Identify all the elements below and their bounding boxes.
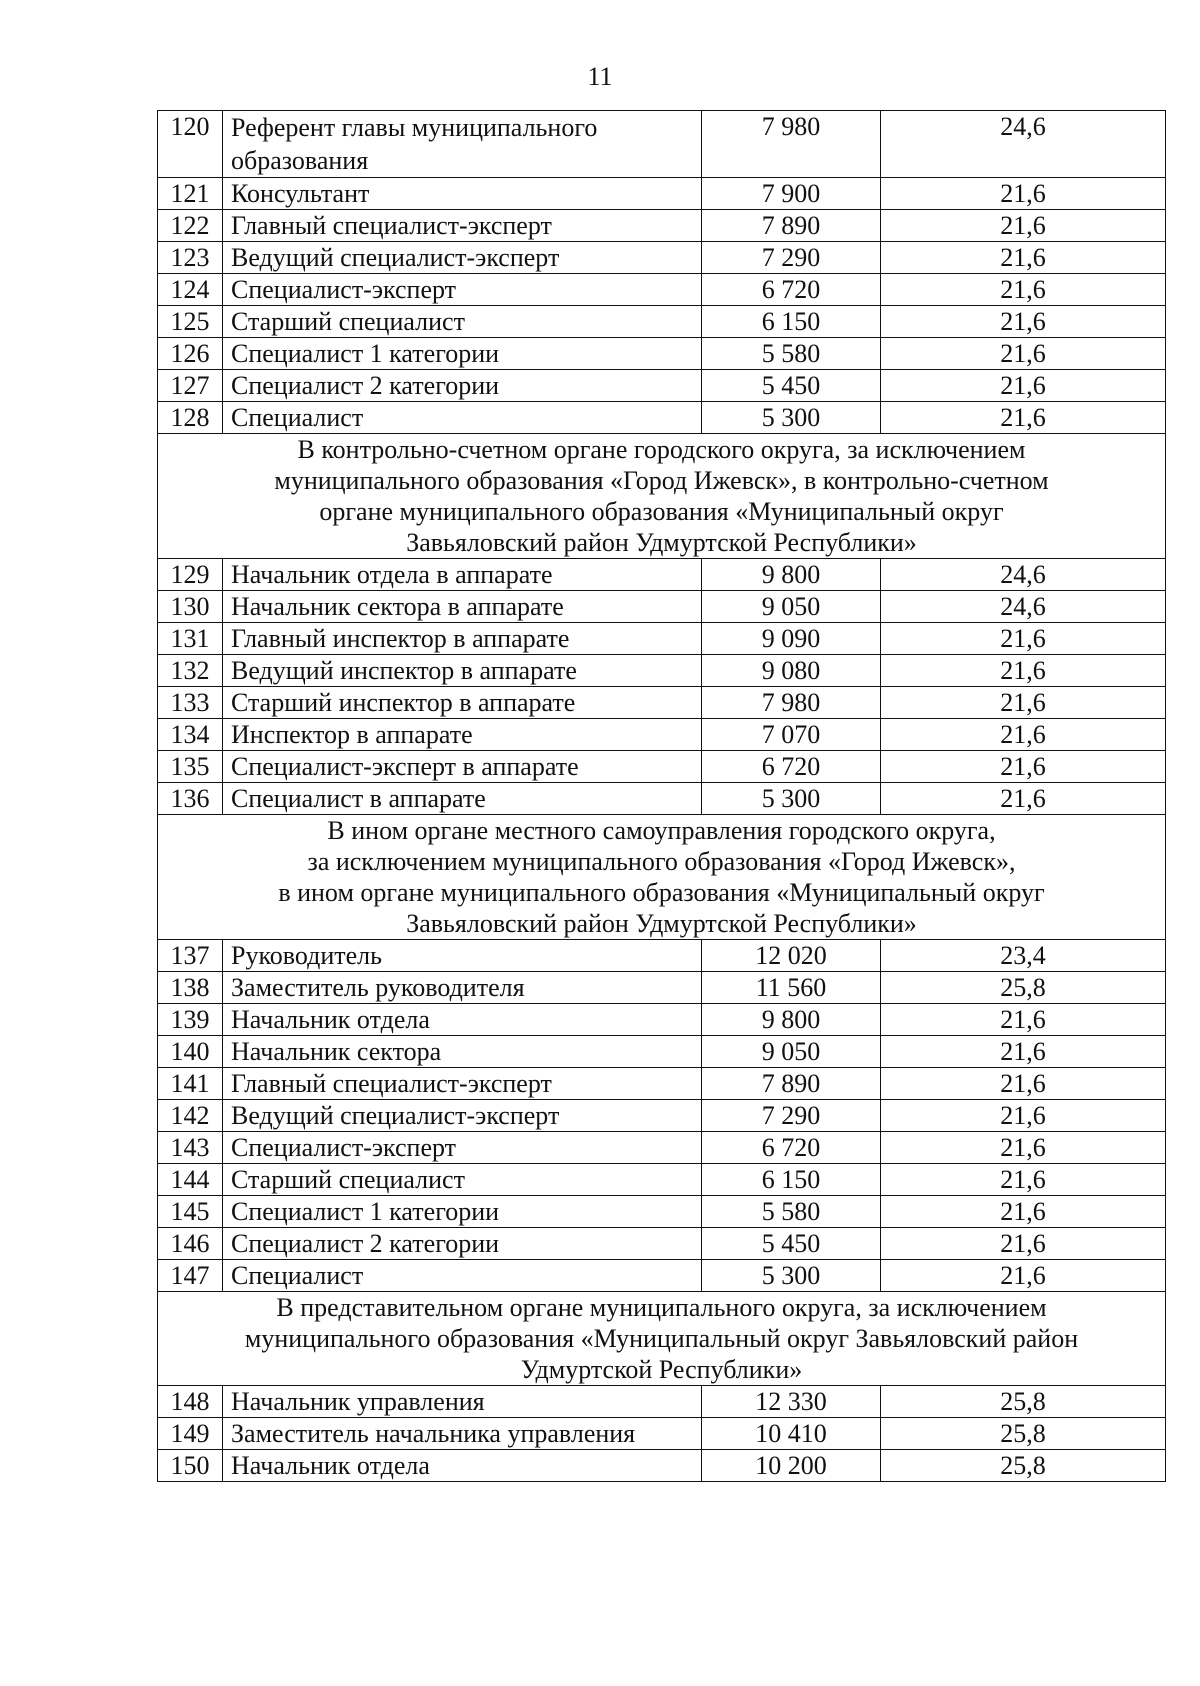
row-number: 120: [158, 111, 223, 178]
salary-value: 5 580: [702, 1196, 881, 1228]
salary-value: 10 200: [702, 1450, 881, 1482]
position-name-line: Специалист 2 категории: [231, 1229, 500, 1258]
row-number: 149: [158, 1418, 223, 1450]
rate-value: 21,6: [881, 1132, 1166, 1164]
section-header-line: Удмуртской Республики»: [520, 1355, 803, 1384]
table-row: [158, 1228, 1166, 1260]
table-row: [158, 559, 1166, 591]
section-header: [158, 1292, 1166, 1386]
table-row: [158, 1100, 1166, 1132]
section-header: [158, 434, 1166, 559]
position-name: [223, 623, 702, 655]
position-name-line: Специалист в аппарате: [231, 784, 486, 813]
table-row: [158, 655, 1166, 687]
position-name-line: Старший инспектор в аппарате: [231, 688, 576, 717]
table-row: [158, 1132, 1166, 1164]
salary-value: 9 800: [702, 559, 881, 591]
position-name: [223, 1068, 702, 1100]
salary-value: 6 720: [702, 274, 881, 306]
table-row: [158, 1196, 1166, 1228]
position-name: [223, 111, 702, 178]
rate-value: 23,4: [881, 940, 1166, 972]
row-number: 124: [158, 274, 223, 306]
row-number: 150: [158, 1450, 223, 1482]
table-row: [158, 274, 1166, 306]
position-name: [223, 370, 702, 402]
position-name-line: образования: [231, 146, 369, 175]
position-name: [223, 1004, 702, 1036]
table-row: [158, 1450, 1166, 1482]
position-name: [223, 306, 702, 338]
position-name: [223, 687, 702, 719]
position-name: [223, 1260, 702, 1292]
position-name: [223, 178, 702, 210]
salary-value: 12 020: [702, 940, 881, 972]
position-name-line: Консультант: [231, 179, 370, 208]
row-number: 143: [158, 1132, 223, 1164]
row-number: 130: [158, 591, 223, 623]
rate-value: 21,6: [881, 719, 1166, 751]
table-row: [158, 1418, 1166, 1450]
position-name: [223, 1228, 702, 1260]
row-number: 134: [158, 719, 223, 751]
row-number: 138: [158, 972, 223, 1004]
position-name: [223, 591, 702, 623]
salary-value: 7 900: [702, 178, 881, 210]
position-name: [223, 1418, 702, 1450]
table-row: [158, 1036, 1166, 1068]
row-number: 139: [158, 1004, 223, 1036]
position-name: [223, 1164, 702, 1196]
rate-value: 24,6: [881, 591, 1166, 623]
position-name-line: Ведущий специалист-эксперт: [231, 243, 560, 272]
salary-value: 6 150: [702, 306, 881, 338]
table-row: [158, 242, 1166, 274]
row-number: 141: [158, 1068, 223, 1100]
position-name: [223, 242, 702, 274]
row-number: 142: [158, 1100, 223, 1132]
table-row: [158, 1260, 1166, 1292]
rate-value: 21,6: [881, 1004, 1166, 1036]
salary-value: 6 150: [702, 1164, 881, 1196]
position-name: [223, 655, 702, 687]
position-name-line: Заместитель начальника управления: [231, 1419, 636, 1448]
position-name-line: Начальник управления: [231, 1387, 485, 1416]
salary-value: 6 720: [702, 1132, 881, 1164]
row-number: 140: [158, 1036, 223, 1068]
position-name-line: Специалист: [231, 403, 364, 432]
row-number: 146: [158, 1228, 223, 1260]
salary-value: 10 410: [702, 1418, 881, 1450]
row-number: 144: [158, 1164, 223, 1196]
table-row: [158, 1386, 1166, 1418]
table-row: [158, 972, 1166, 1004]
rate-value: 21,6: [881, 1164, 1166, 1196]
salary-value: 5 450: [702, 370, 881, 402]
position-name-line: Начальник отдела в аппарате: [231, 560, 553, 589]
salary-value: 7 290: [702, 242, 881, 274]
salary-value: 6 720: [702, 751, 881, 783]
position-name-line: Специалист 2 категории: [231, 371, 500, 400]
row-number: 135: [158, 751, 223, 783]
position-name: [223, 1386, 702, 1418]
position-name-line: Главный инспектор в аппарате: [231, 624, 570, 653]
position-name-line: Специалист 1 категории: [231, 339, 500, 368]
position-name: [223, 751, 702, 783]
section-header-line: муниципального образования «Город Ижевск», в контрольно-счетном: [274, 466, 1049, 495]
table-row: [158, 1164, 1166, 1196]
row-number: 129: [158, 559, 223, 591]
position-name-line: Специалист-эксперт: [231, 275, 456, 304]
rate-value: 21,6: [881, 210, 1166, 242]
section-header-line: В контрольно-счетном органе городского округа, за исключением: [297, 435, 1026, 464]
table-row: [158, 940, 1166, 972]
position-name: [223, 783, 702, 815]
section-header-line: в ином органе муниципального образования «Муниципальный округ: [278, 878, 1045, 907]
rate-value: 21,6: [881, 655, 1166, 687]
row-number: 128: [158, 402, 223, 434]
rate-value: 21,6: [881, 1036, 1166, 1068]
rate-value: 24,6: [881, 111, 1166, 178]
section-header-line: В ином органе местного самоуправления городского округа,: [327, 816, 996, 845]
table-row: [158, 1068, 1166, 1100]
row-number: 121: [158, 178, 223, 210]
salary-value: 9 050: [702, 591, 881, 623]
salary-value: 7 070: [702, 719, 881, 751]
position-name-line: Специалист-эксперт в аппарате: [231, 752, 579, 781]
rate-value: 21,6: [881, 783, 1166, 815]
position-name: [223, 972, 702, 1004]
position-name: [223, 1036, 702, 1068]
section-header-row: [158, 1292, 1166, 1386]
rate-value: 21,6: [881, 1196, 1166, 1228]
row-number: 127: [158, 370, 223, 402]
position-name-line: Ведущий инспектор в аппарате: [231, 656, 577, 685]
position-name-line: Инспектор в аппарате: [231, 720, 473, 749]
row-number: 132: [158, 655, 223, 687]
rate-value: 21,6: [881, 751, 1166, 783]
table-row: [158, 591, 1166, 623]
salary-value: 9 050: [702, 1036, 881, 1068]
table-row: [158, 178, 1166, 210]
salary-value: 7 290: [702, 1100, 881, 1132]
row-number: 131: [158, 623, 223, 655]
position-name: [223, 1100, 702, 1132]
salary-value: 5 300: [702, 402, 881, 434]
table-row: [158, 719, 1166, 751]
row-number: 148: [158, 1386, 223, 1418]
position-name-line: Специалист: [231, 1261, 364, 1290]
position-name-line: Специалист 1 категории: [231, 1197, 500, 1226]
position-name: [223, 1196, 702, 1228]
position-name-line: Начальник отдела: [231, 1005, 430, 1034]
row-number: 136: [158, 783, 223, 815]
position-name: [223, 719, 702, 751]
position-name-line: Референт главы муниципального: [231, 113, 598, 142]
salary-value: 9 080: [702, 655, 881, 687]
row-number: 147: [158, 1260, 223, 1292]
position-name-line: Специалист-эксперт: [231, 1133, 456, 1162]
section-header-line: за исключением муниципального образования «Город Ижевск»,: [307, 847, 1016, 876]
position-name-line: Начальник отдела: [231, 1451, 430, 1480]
rate-value: 21,6: [881, 1100, 1166, 1132]
position-name-line: Старший специалист: [231, 1165, 465, 1194]
position-name-line: Заместитель руководителя: [231, 973, 525, 1002]
salary-value: 7 890: [702, 210, 881, 242]
position-name: [223, 1450, 702, 1482]
position-name-line: Главный специалист-эксперт: [231, 211, 552, 240]
salary-value: 5 300: [702, 1260, 881, 1292]
table-row: [158, 402, 1166, 434]
salary-value: 9 090: [702, 623, 881, 655]
table-row: [158, 370, 1166, 402]
salary-table: [157, 110, 1166, 1482]
rate-value: 21,6: [881, 370, 1166, 402]
rate-value: 21,6: [881, 1068, 1166, 1100]
rate-value: 21,6: [881, 242, 1166, 274]
page-number: 11: [587, 62, 613, 91]
salary-value: 7 980: [702, 687, 881, 719]
position-name-line: Начальник сектора: [231, 1037, 442, 1066]
section-header-row: [158, 815, 1166, 940]
salary-value: 5 450: [702, 1228, 881, 1260]
section-header-line: Завьяловский район Удмуртской Республики»: [406, 909, 917, 938]
row-number: 145: [158, 1196, 223, 1228]
rate-value: 25,8: [881, 972, 1166, 1004]
salary-table-body: [158, 111, 1166, 1482]
position-name: [223, 1132, 702, 1164]
position-name: [223, 338, 702, 370]
row-number: 122: [158, 210, 223, 242]
position-name: [223, 402, 702, 434]
table-row: [158, 210, 1166, 242]
section-header-line: В представительном органе муниципального округа, за исключением: [276, 1293, 1047, 1322]
section-header-line: органе муниципального образования «Муниципальный округ: [319, 497, 1004, 526]
rate-value: 25,8: [881, 1418, 1166, 1450]
rate-value: 21,6: [881, 306, 1166, 338]
rate-value: 21,6: [881, 1228, 1166, 1260]
salary-value: 7 890: [702, 1068, 881, 1100]
rate-value: 21,6: [881, 623, 1166, 655]
position-name: [223, 559, 702, 591]
salary-value: 5 300: [702, 783, 881, 815]
row-number: 126: [158, 338, 223, 370]
rate-value: 21,6: [881, 338, 1166, 370]
salary-value: 5 580: [702, 338, 881, 370]
rate-value: 21,6: [881, 274, 1166, 306]
table-row: [158, 623, 1166, 655]
row-number: 125: [158, 306, 223, 338]
position-name: [223, 940, 702, 972]
rate-value: 21,6: [881, 402, 1166, 434]
table-row: [158, 1004, 1166, 1036]
rate-value: 21,6: [881, 687, 1166, 719]
table-row: [158, 687, 1166, 719]
position-name-line: Старший специалист: [231, 307, 465, 336]
position-name: [223, 210, 702, 242]
position-name-line: Ведущий специалист-эксперт: [231, 1101, 560, 1130]
position-name-line: Главный специалист-эксперт: [231, 1069, 552, 1098]
section-header-line: муниципального образования «Муниципальный округ Завьяловский район: [244, 1324, 1079, 1353]
section-header: [158, 815, 1166, 940]
rate-value: 24,6: [881, 559, 1166, 591]
section-header-row: [158, 434, 1166, 559]
table-row: [158, 783, 1166, 815]
row-number: 133: [158, 687, 223, 719]
salary-value: 7 980: [702, 111, 881, 178]
position-name: [223, 274, 702, 306]
section-header-line: Завьяловский район Удмуртской Республики»: [406, 528, 917, 557]
salary-value: 9 800: [702, 1004, 881, 1036]
position-name-line: Начальник сектора в аппарате: [231, 592, 564, 621]
table-row: [158, 338, 1166, 370]
salary-value: 11 560: [702, 972, 881, 1004]
rate-value: 25,8: [881, 1386, 1166, 1418]
row-number: 123: [158, 242, 223, 274]
rate-value: 21,6: [881, 178, 1166, 210]
salary-value: 12 330: [702, 1386, 881, 1418]
table-row: [158, 111, 1166, 178]
rate-value: 21,6: [881, 1260, 1166, 1292]
row-number: 137: [158, 940, 223, 972]
position-name-line: Руководитель: [231, 941, 382, 970]
rate-value: 25,8: [881, 1450, 1166, 1482]
table-row: [158, 306, 1166, 338]
table-row: [158, 751, 1166, 783]
